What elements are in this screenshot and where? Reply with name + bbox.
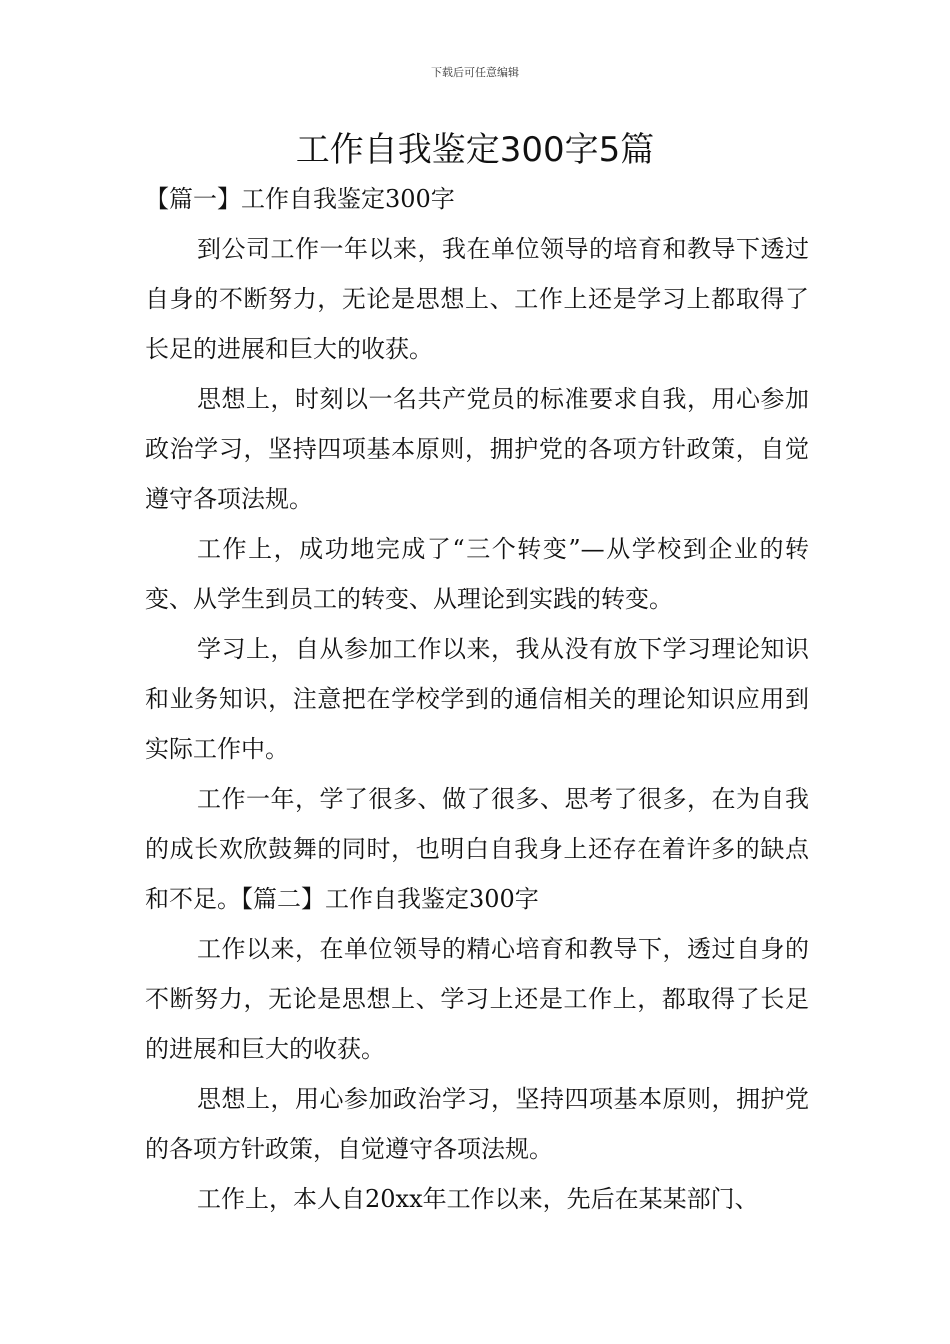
paragraph: 工作以来，在单位领导的精心培育和教导下，透过自身的不断努力，无论是思想上、学习上还是工作上，都取得了长足的进展和巨大的收获。	[145, 935, 809, 1063]
header-note: 下载后可任意编辑	[431, 66, 519, 79]
paragraph-text: 工作一年，学了很多、做了很多、思考了很多，在为自我的成长欢欣鼓舞的同时，也明白自我身上还存在着许多的缺点和不足。	[145, 785, 809, 913]
section-heading-2: 【篇二】工作自我鉴定300字	[241, 885, 539, 913]
paragraph-with-inline-heading	[145, 774, 809, 924]
document-title: 工作自我鉴定300字5篇	[295, 130, 655, 170]
paragraph: 工作上，本人自20xx年工作以来，先后在某某部门、	[197, 1185, 759, 1213]
paragraph: 思想上，时刻以一名共产党员的标准要求自我，用心参加政治学习，坚持四项基本原则，拥护党的各项方针政策，自觉遵守各项法规。	[145, 385, 809, 513]
document-body	[145, 174, 809, 1224]
paragraph: 学习上，自从参加工作以来，我从没有放下学习理论知识和业务知识，注意把在学校学到的通信相关的理论知识应用到实际工作中。	[145, 635, 809, 763]
paragraph: 到公司工作一年以来，我在单位领导的培育和教导下透过自身的不断努力，无论是思想上、工作上还是学习上都取得了长足的进展和巨大的收获。	[145, 235, 809, 363]
paragraph: 思想上，用心参加政治学习，坚持四项基本原则，拥护党的各项方针政策，自觉遵守各项法规。	[145, 1085, 809, 1163]
paragraph: 工作上，成功地完成了“三个转变”—从学校到企业的转变、从学生到员工的转变、从理论到实践的转变。	[145, 535, 809, 613]
section-heading-1: 【篇一】工作自我鉴定300字	[145, 185, 455, 213]
